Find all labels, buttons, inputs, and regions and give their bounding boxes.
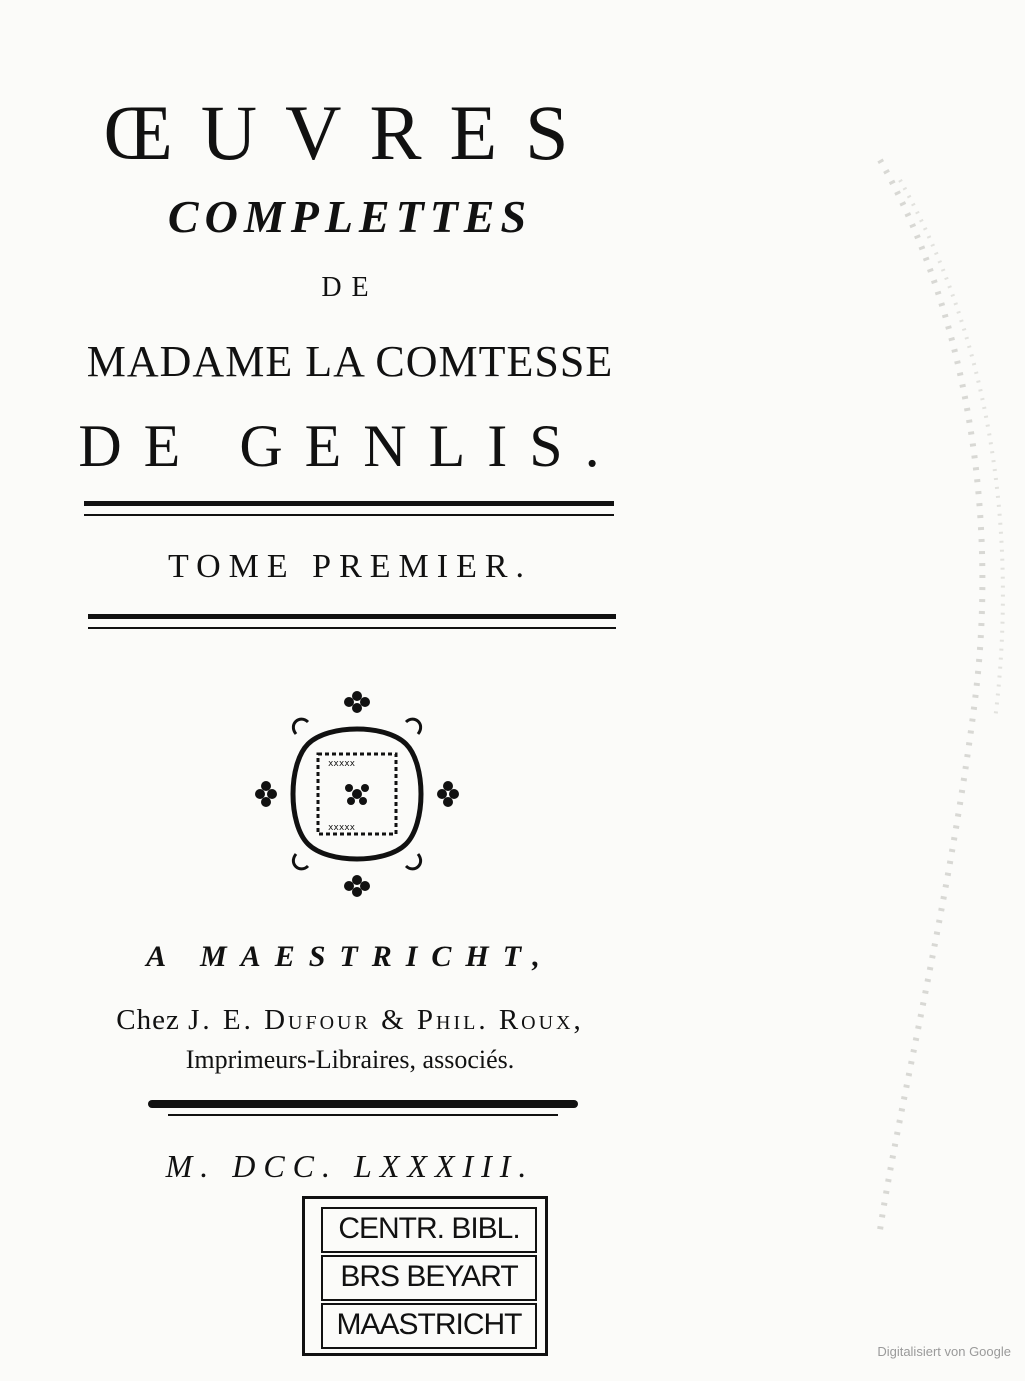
- double-rule-top-thick: [84, 501, 614, 506]
- imprint-printers-line: [0, 1004, 700, 1037]
- library-stamp: [302, 1196, 548, 1356]
- title-completes: COMPLETTES: [167, 191, 533, 242]
- title-oeuvres: ŒUVRES: [103, 89, 597, 176]
- svg-text:xxxxx: xxxxx: [328, 759, 356, 769]
- digitization-watermark: Digitalisiert von Google: [877, 1344, 1011, 1359]
- imprint-rule: [148, 1100, 578, 1108]
- double-rule-top-thin: [84, 514, 614, 516]
- double-rule-bottom-thin: [88, 627, 616, 629]
- imprint-role: Imprimeurs-Libraires, associés.: [185, 1045, 515, 1074]
- printers-ornament-icon: [248, 684, 466, 904]
- volume-label: TOME PREMIER.: [167, 548, 533, 585]
- publication-date: M. DCC. LXXXIII.: [165, 1148, 535, 1184]
- imprint-printers: J. E. Dufour & Phil. Roux,: [188, 1004, 584, 1036]
- title-genlis: DE GENLIS.: [78, 413, 622, 479]
- imprint-rule-thin: [168, 1114, 558, 1116]
- imprint-chez: Chez: [116, 1004, 180, 1036]
- stamp-line-2: BRS BEYART: [321, 1255, 537, 1301]
- double-rule-bottom-thick: [88, 614, 616, 619]
- imprint-city: A MAESTRICHT,: [146, 940, 554, 973]
- svg-text:xxxxx: xxxxx: [328, 823, 356, 833]
- title-de: DE: [321, 272, 379, 303]
- stamp-line-1: CENTR. BIBL.: [321, 1207, 537, 1253]
- stamp-line-3: MAASTRICHT: [321, 1303, 537, 1349]
- title-madame: MADAME LA COMTESSE: [86, 337, 614, 386]
